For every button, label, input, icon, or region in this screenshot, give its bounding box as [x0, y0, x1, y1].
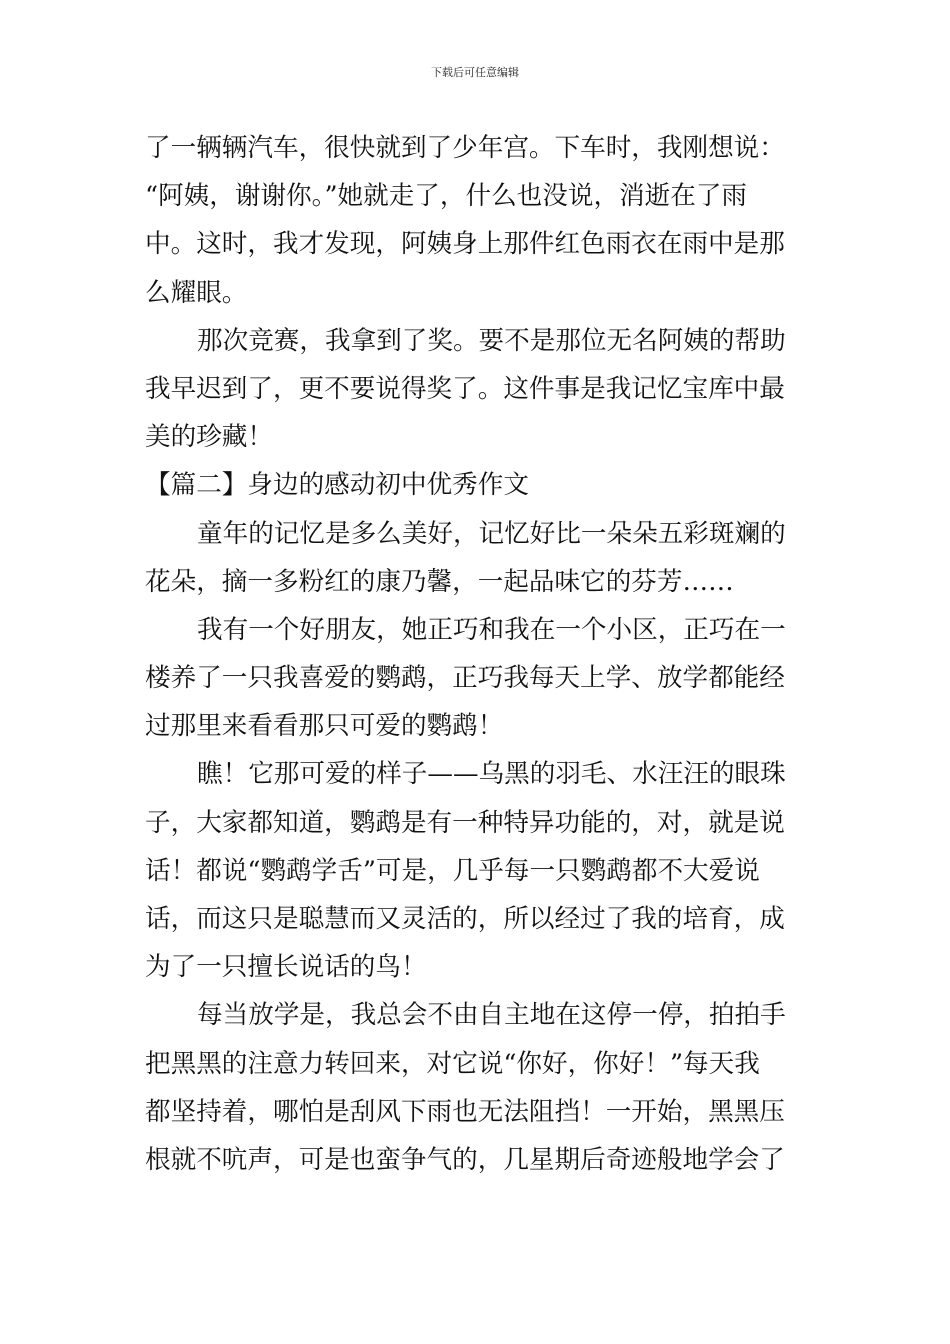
text-line: 童年的记忆是多么美好，记忆好比一朵朵五彩斑斓的: [197, 518, 786, 549]
text-line: 把黑黑的注意力转回来，对它说“你好，你好！”每天我: [145, 1048, 760, 1079]
text-line: 么耀眼。: [145, 277, 248, 308]
text-line: 话！都说“鹦鹉学舌”可是，几乎每一只鹦鹉都不大爱说: [145, 855, 760, 886]
text-line: 中。这时，我才发现，阿姨身上那件红色雨衣在雨中是那: [145, 229, 785, 260]
text-line: 子，大家都知道，鹦鹉是有一种特异功能的，对，就是说: [145, 807, 785, 838]
text-line: 我有一个好朋友，她正巧和我在一个小区，正巧在一: [197, 614, 786, 645]
text-line: 话，而这只是聪慧而又灵活的，所以经过了我的培育，成: [145, 904, 785, 934]
text-line: 我早迟到了，更不要说得奖了。这件事是我记忆宝库中最: [145, 373, 785, 404]
text-line: 都坚持着，哪怕是刮风下雨也无法阻挡！一开始，黑黑压: [145, 1096, 785, 1127]
text-line: 那次竞赛，我拿到了奖。要不是那位无名阿姨的帮助: [197, 325, 786, 356]
text-line: 每当放学是，我总会不由自主地在这停一停，拍拍手: [197, 1000, 786, 1031]
text-line: 了一辆辆汽车，很快就到了少年宫。下车时，我刚想说：: [145, 133, 785, 163]
text-line: 花朵，摘一多粉红的康乃馨，一起品味它的芬芳……: [145, 566, 734, 597]
section-heading: 【篇二】身边的感动初中优秀作文: [145, 470, 529, 501]
text-line: 美的珍藏！: [145, 422, 273, 453]
text-line: 过那里来看看那只可爱的鹦鹉！: [145, 711, 504, 742]
text-line: “阿姨，谢谢你。”她就走了，什么也没说，消逝在了雨: [145, 181, 748, 212]
document-body: [145, 124, 807, 1184]
text-line: 楼养了一只我喜爱的鹦鹉，正巧我每天上学、放学都能经: [145, 663, 785, 694]
text-line: 瞧！它那可爱的样子——乌黑的羽毛、水汪汪的眼珠: [197, 759, 786, 790]
text-line: 根就不吭声，可是也蛮争气的，几星期后奇迹般地学会了: [145, 1144, 785, 1175]
text-line: 为了一只擅长说话的鸟！: [145, 952, 427, 983]
page-header-note: 下载后可任意编辑: [431, 66, 519, 79]
